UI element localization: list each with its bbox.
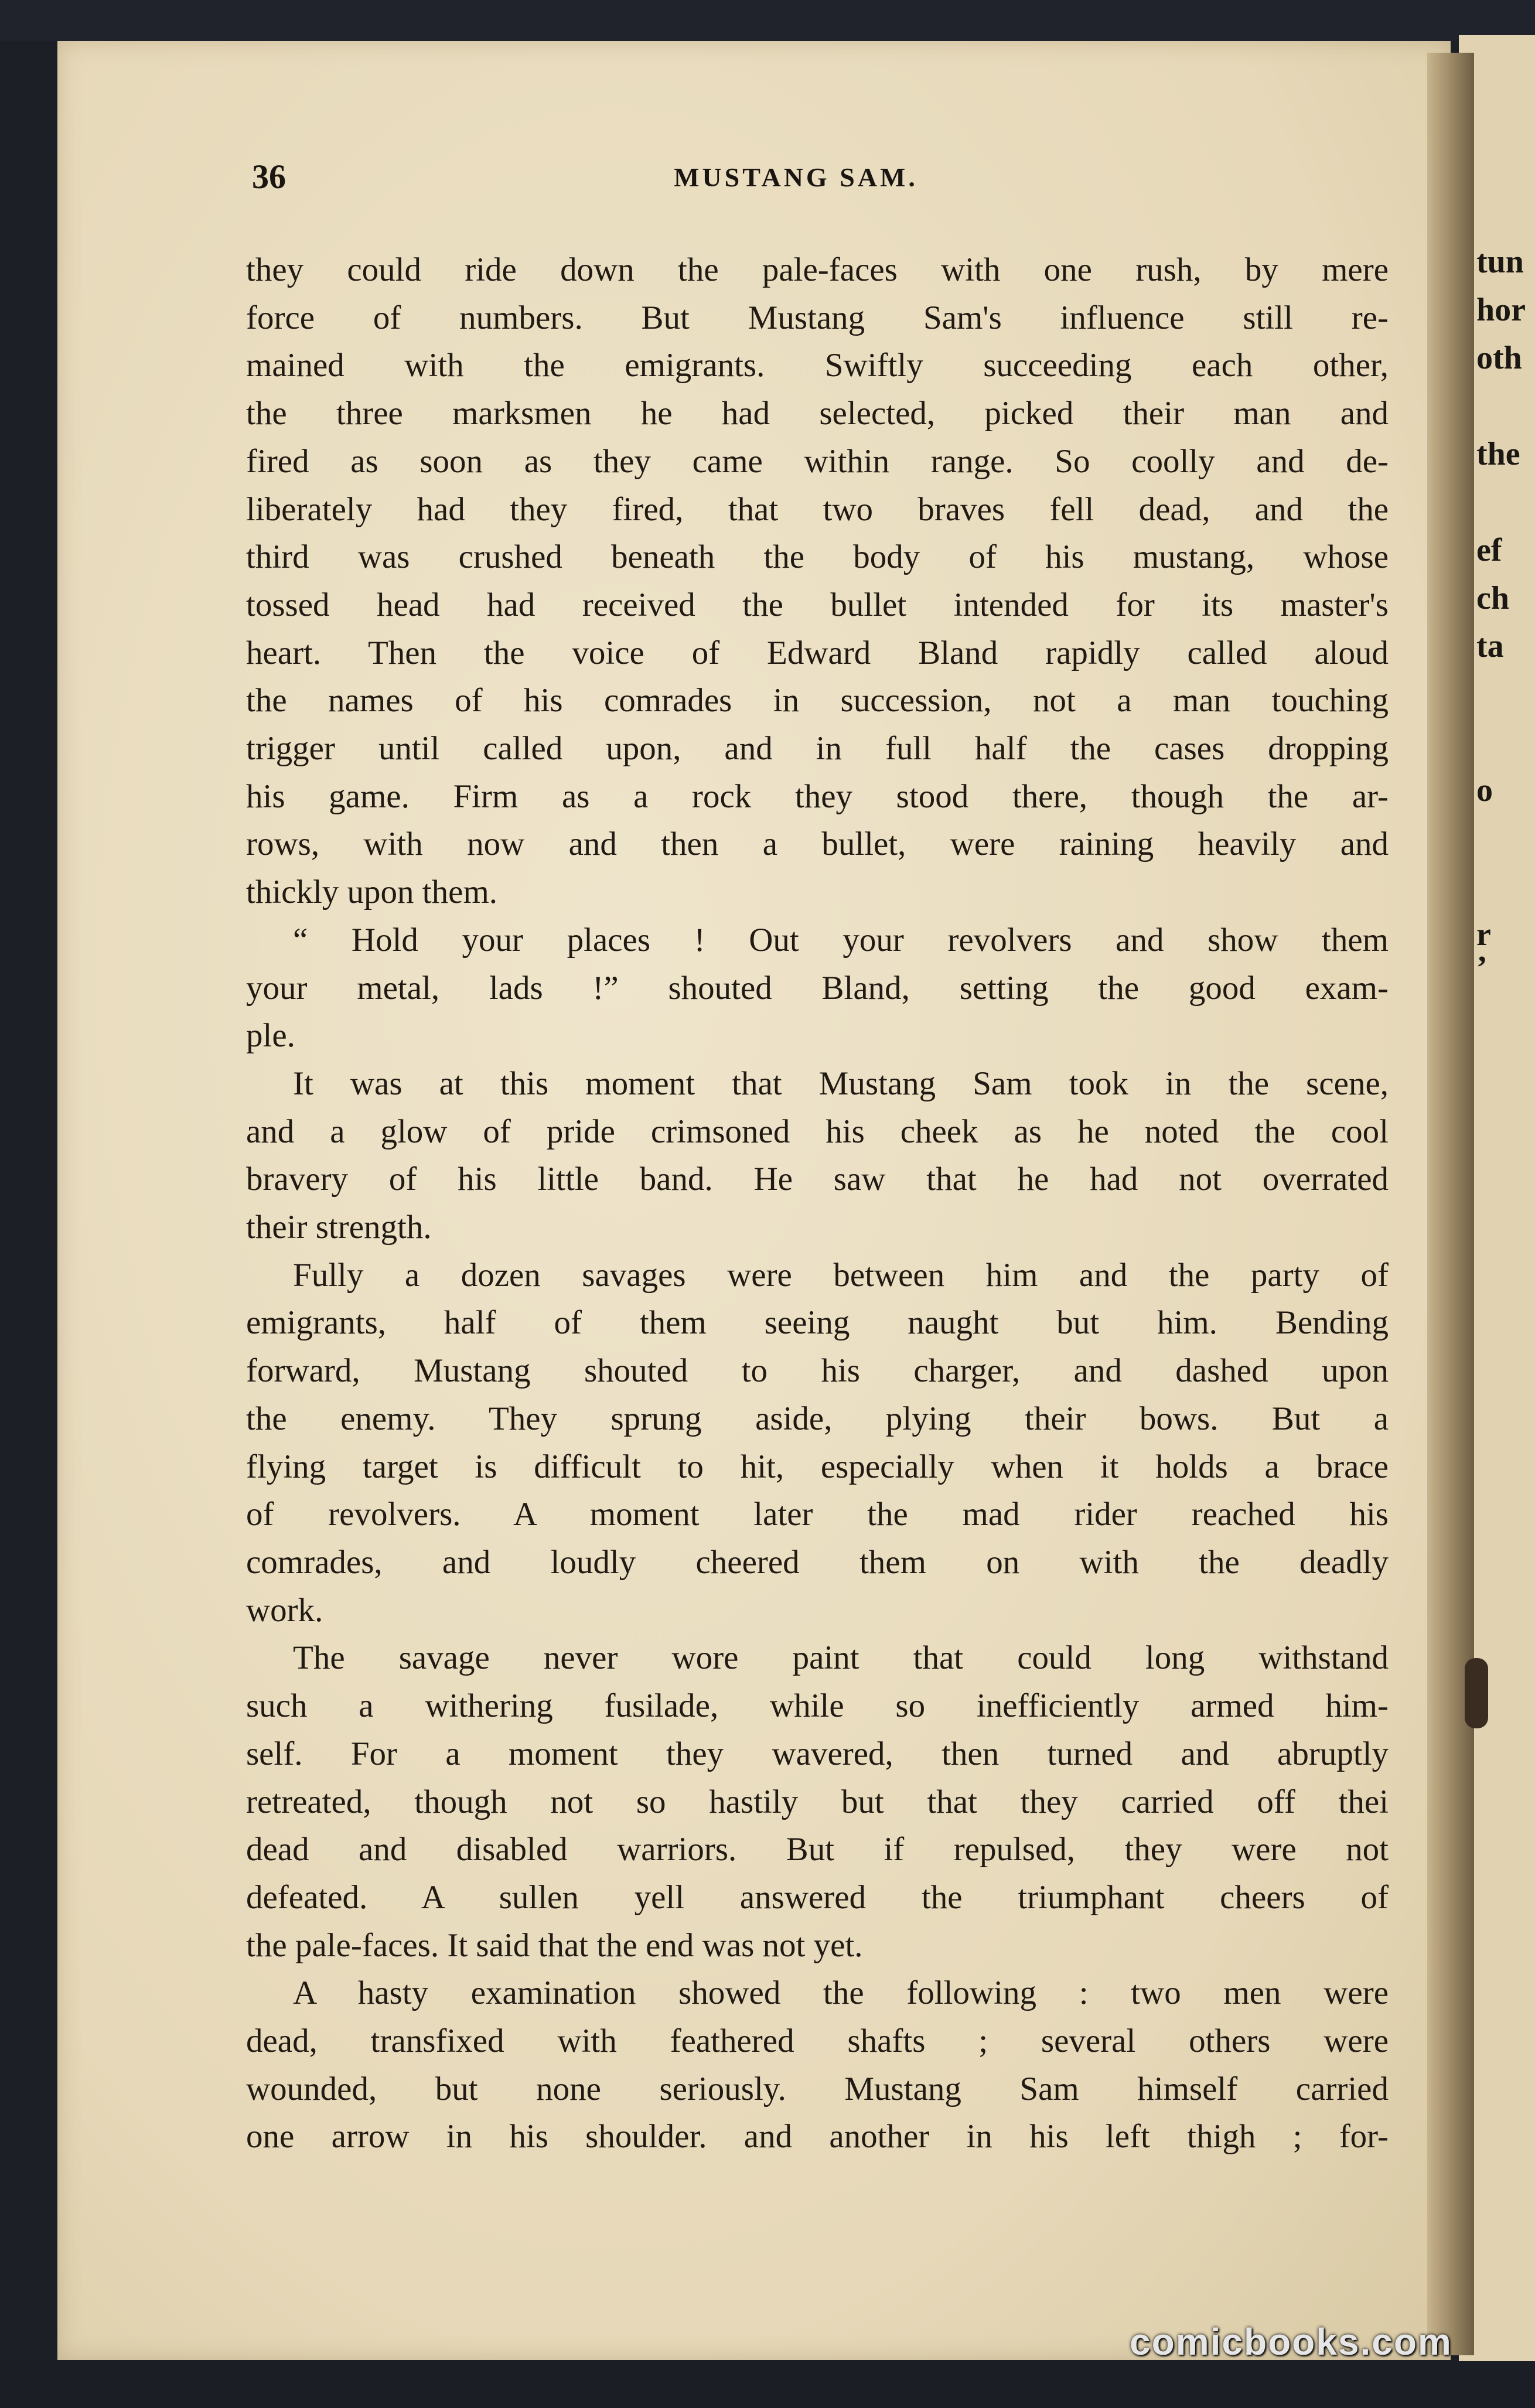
text-line: liberately had they fired, that two braves fell dead, and the xyxy=(246,490,1389,528)
page-gutter xyxy=(1427,53,1474,2355)
text-line: the three marksmen he had selected, picked their man and xyxy=(246,395,1389,432)
text-line: heart. Then the voice of Edward Bland rapidly called aloud xyxy=(246,634,1389,671)
text-line: ple. xyxy=(246,1017,295,1055)
text-line: and a glow of pride crimsoned his cheek as he noted the cool xyxy=(246,1113,1389,1150)
scan-backdrop-bottom xyxy=(0,2361,1535,2408)
text-line: rows, with now and then a bullet, were raining heavily and xyxy=(246,826,1389,863)
running-head xyxy=(252,157,1453,204)
text-line: the pale-faces. It said that the end was not yet. xyxy=(246,1926,863,1964)
text-line: mained with the emigrants. Swiftly succeeding each other, xyxy=(246,347,1389,384)
page-tear xyxy=(1465,1658,1488,1728)
page-number: 36 xyxy=(252,158,286,196)
text-line: work. xyxy=(246,1591,323,1629)
facing-page-fragment: ta xyxy=(1476,628,1504,664)
text-line: comrades, and loudly cheered them on with the deadly xyxy=(246,1543,1389,1581)
scan-backdrop-top xyxy=(0,0,1535,41)
text-line: of revolvers. A moment later the mad rider reached his xyxy=(246,1496,1389,1533)
text-line: force of numbers. But Mustang Sam's influence still re- xyxy=(246,299,1389,336)
text-line: flying target is difficult to hit, especially when it holds a brace xyxy=(246,1448,1389,1485)
text-line: It was at this moment that Mustang Sam took in the scene, xyxy=(293,1065,1389,1102)
text-line: trigger until called upon, and in full half the cases dropping xyxy=(246,730,1389,768)
text-line: self. For a moment they wavered, then turned and abruptly xyxy=(246,1735,1389,1772)
body-text xyxy=(246,246,1389,2161)
text-line: dead, transfixed with feathered shafts ; several others were xyxy=(246,2022,1389,2060)
text-line: wounded, but none seriously. Mustang Sam himself carried xyxy=(246,2070,1389,2107)
text-line: fired as soon as they came within range. So coolly and de- xyxy=(246,442,1389,480)
watermark: comicbooks.com xyxy=(1130,2321,1452,2363)
text-line: defeated. A sullen yell answered the triumphant cheers of xyxy=(246,1878,1389,1916)
facing-page-fragment: r xyxy=(1476,916,1491,953)
facing-page-fragment: tun xyxy=(1476,244,1524,280)
text-line: third was crushed beneath the body of his mustang, whose xyxy=(246,538,1389,576)
text-line: emigrants, half of them seeing naught but him. Bending xyxy=(246,1304,1389,1342)
text-line: their strength. xyxy=(246,1209,432,1246)
text-line: bravery of his little band. He saw that he had not overrated xyxy=(246,1161,1389,1198)
text-line: retreated, though not so hastily but that they carried off thei xyxy=(246,1783,1389,1820)
text-line: thickly upon them. xyxy=(246,874,498,911)
text-line: tossed head had received the bullet intended for its master's xyxy=(246,586,1389,623)
text-line: “ Hold your places ! Out your revolvers and show them xyxy=(293,921,1389,959)
text-line: your metal, lads !” shouted Bland, setting the good exam- xyxy=(246,969,1389,1007)
text-line: his game. Firm as a rock they stood there, though the ar- xyxy=(246,777,1389,815)
text-line: The savage never wore paint that could long withstand xyxy=(293,1639,1389,1677)
facing-page-fragment: hor xyxy=(1476,292,1526,328)
facing-page-fragment: ’ xyxy=(1476,950,1488,986)
facing-page-fragment: oth xyxy=(1476,340,1522,376)
text-line: such a withering fusilade, while so inefficiently armed him- xyxy=(246,1687,1389,1725)
facing-page-fragment: the xyxy=(1476,436,1520,472)
facing-page-fragment: o xyxy=(1476,772,1493,809)
text-line: they could ride down the pale-faces with one rush, by mere xyxy=(246,251,1389,288)
text-line: the names of his comrades in succession, not a man touching xyxy=(246,682,1389,719)
text-line: the enemy. They sprung aside, plying their bows. But a xyxy=(246,1400,1389,1437)
running-title: MUSTANG SAM. xyxy=(674,162,918,192)
facing-page-fragment: ch xyxy=(1476,580,1509,616)
text-line: forward, Mustang shouted to his charger, and dashed upon xyxy=(246,1352,1389,1390)
facing-page-fragment: ef xyxy=(1476,532,1502,568)
text-line: dead and disabled warriors. But if repulsed, they were not xyxy=(246,1831,1389,1868)
text-line: Fully a dozen savages were between him and the party of xyxy=(293,1256,1389,1294)
text-line: one arrow in his shoulder. and another in his left thigh ; for- xyxy=(246,2118,1389,2155)
text-line: A hasty examination showed the following : two men were xyxy=(293,1974,1389,2012)
